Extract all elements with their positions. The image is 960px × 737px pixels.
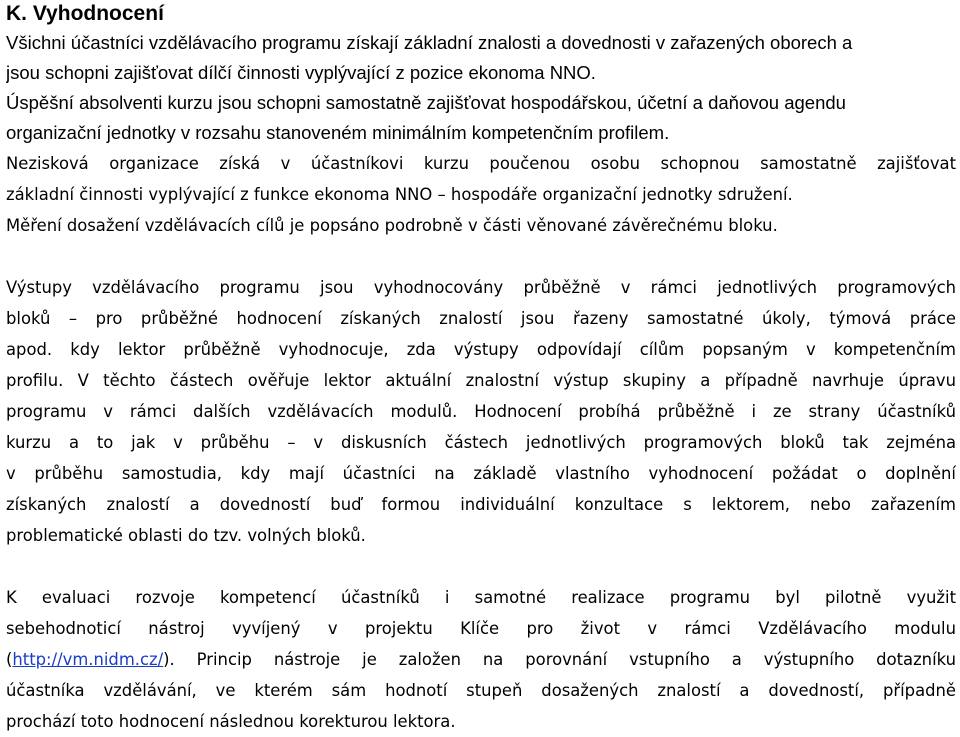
paragraph-line: účastníka vzdělávání, ve kterém sám hodnotí stupeň dosažených znalostí a dovedností, případně xyxy=(6,681,956,700)
paragraph-line: profilu. V těchto částech ověřuje lektor aktuální znalostní výstup skupiny a případně navrhuje úpravu xyxy=(6,371,956,390)
evaluation-paragraph xyxy=(6,582,956,737)
paragraph-line: Měření dosažení vzdělávacích cílů je popsáno podrobně v části věnované závěrečnému bloku. xyxy=(6,216,778,235)
paragraph-line-with-link xyxy=(6,644,956,675)
paragraph-line: získaných znalostí a dovedností buď formou individuální konzultace s lektorem, nebo zařazením xyxy=(6,495,956,514)
intro-line: jsou schopni zajišťovat dílčí činnosti vyplývající z pozice ekonoma NNO. xyxy=(6,62,596,83)
paragraph-line: bloků – pro průběžné hodnocení získaných znalostí jsou řazeny samostatné úkoly, týmová práce xyxy=(6,309,956,328)
paragraph-spacer xyxy=(6,241,956,272)
intro-paragraph xyxy=(6,28,956,148)
paragraph-line: sebehodnoticí nástroj vyvíjený v projektu Klíče pro život v rámci Vzdělávacího modulu xyxy=(6,619,956,638)
link-trailing-text: ). Princip nástroje je založen na porovnání vstupního a výstupního dotazníku xyxy=(163,650,956,669)
vm-nidm-link[interactable]: http://vm.nidm.cz/ xyxy=(12,650,164,669)
section-heading: K. Vyhodnocení xyxy=(6,2,164,25)
paragraph-line: Nezisková organizace získá v účastníkovi kurzu poučenou osobu schopnou samostatně zajišťovat xyxy=(6,154,956,173)
intro-line: Úspěšní absolventi kurzu jsou schopni samostatně zajišťovat hospodářskou, účetní a daňovou agendu xyxy=(6,92,846,113)
paragraph-line: prochází toto hodnocení následnou korekturou lektora. xyxy=(6,712,456,731)
paragraph-line: kurzu a to jak v průběhu – v diskusních částech jednotlivých programových bloků tak zejména xyxy=(6,433,956,452)
paragraph-line: K evaluaci rozvoje kompetencí účastníků i samotné realizace programu byl pilotně využit xyxy=(6,588,956,607)
outputs-paragraph xyxy=(6,272,956,551)
intro-line: organizační jednotky v rozsahu stanoveném minimálním kompetenčním profilem. xyxy=(6,122,670,143)
paragraph-line: programu v rámci dalších vzdělávacích modulů. Hodnocení probíhá průběžně i ze strany účastníků xyxy=(6,402,956,421)
paragraph-line: problematické oblasti do tzv. volných bloků. xyxy=(6,526,366,545)
paragraph-line: základní činnosti vyplývající z funkce ekonoma NNO – hospodáře organizační jednotky sdružení. xyxy=(6,185,793,204)
organization-paragraph xyxy=(6,148,956,241)
link-open-paren: ( xyxy=(6,650,13,669)
paragraph-line: Výstupy vzdělávacího programu jsou vyhodnocovány průběžně v rámci jednotlivých programových xyxy=(6,278,956,297)
intro-line: Všichni účastníci vzdělávacího programu získají základní znalosti a dovednosti v zařazených oborech a xyxy=(6,32,853,53)
document-page xyxy=(6,0,956,737)
paragraph-line: apod. kdy lektor průběžně vyhodnocuje, zda výstupy odpovídají cílům popsaným v kompetenčním xyxy=(6,340,956,359)
paragraph-spacer xyxy=(6,551,956,582)
paragraph-line: v průběhu samostudia, kdy mají účastníci na základě vlastního vyhodnocení požádat o doplnění xyxy=(6,464,956,483)
